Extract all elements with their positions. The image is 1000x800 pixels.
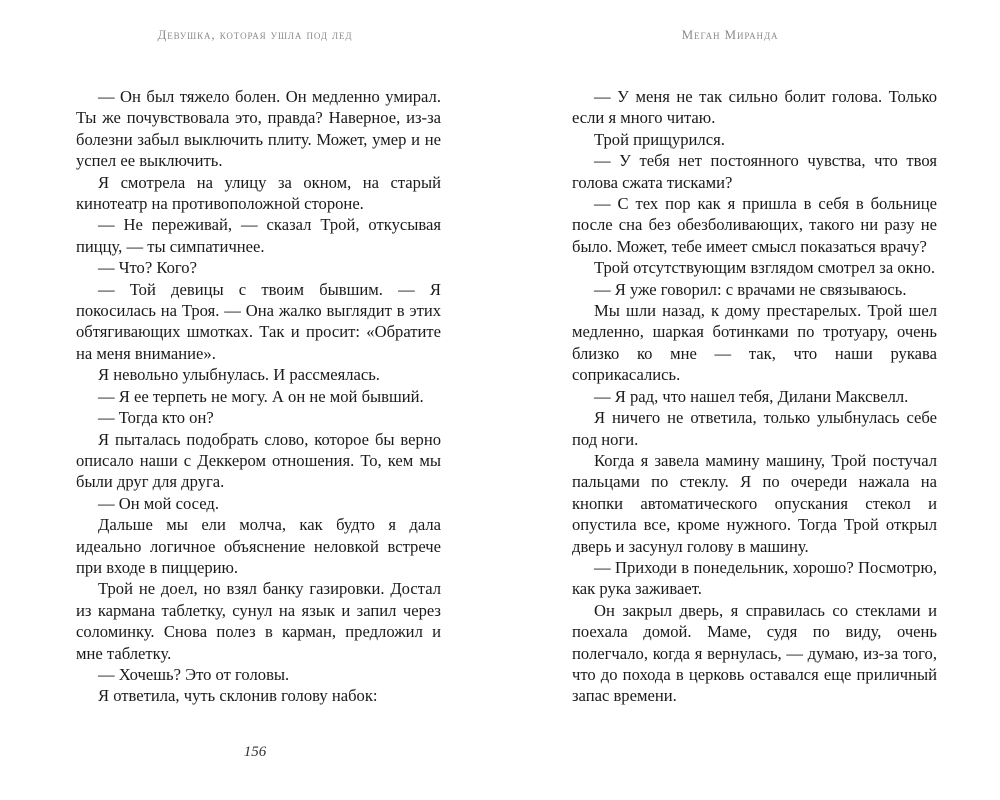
paragraph: Когда я завела мамину машину, Трой постучал пальцами по стеклу. Я по очереди нажала на кнопки автоматического опускания стекол и опустила все, кроме нужного. Тогда Трой открыл дверь и засунул голову в машину. <box>572 450 937 556</box>
paragraph: — Он мой сосед. <box>98 493 219 513</box>
paragraph: — Что? Кого? <box>98 258 197 278</box>
paragraph: — Приходи в понедельник, хорошо? Посмотрю, как рука заживает. <box>572 557 937 599</box>
paragraph: — Я ее терпеть не могу. А он не мой бывший. <box>98 386 424 406</box>
paragraph: Он закрыл дверь, я справилась со стеклами и поехала домой. Маме, судя по виду, очень полегчало, когда я вернулась, — думаю, из-за того, что до похода в церковь оставался еще приличный запас времени. <box>572 600 937 706</box>
paragraph: — Той девицы с твоим бывшим. — Я покосилась на Троя. — Она жалко выглядит в этих обтягивающих шмотках. Так и просит: «Обратите на меня внимание». <box>76 279 441 363</box>
paragraph: — Я уже говорил: с врачами не связываюсь. <box>594 279 907 299</box>
paragraph: Дальше мы ели молча, как будто я дала идеально логичное объяснение неловкой встрече при входе в пиццерию. <box>76 515 441 577</box>
paragraph: Я смотрела на улицу за окном, на старый кинотеатр на противоположной стороне. <box>76 172 441 214</box>
paragraph: — Я рад, что нашел тебя, Дилани Максвелл. <box>594 386 909 406</box>
page-number: 156 <box>243 744 267 760</box>
left-page-text <box>76 86 441 707</box>
right-page <box>500 0 1000 800</box>
paragraph: Я пыталась подобрать слово, которое бы верно описало наши с Деккером отношения. То, кем мы были друг для друга. <box>76 429 441 492</box>
paragraph: Я ничего не ответила, только улыбнулась себе под ноги. <box>572 408 937 449</box>
paragraph: Я ответила, чуть склонив голову набок: <box>98 686 378 706</box>
paragraph: Трой отсутствующим взглядом смотрел за окно. <box>594 258 936 278</box>
paragraph: — Тогда кто он? <box>98 408 214 428</box>
running-head-author: Меган Миранда <box>681 27 779 42</box>
paragraph: — С тех пор как я пришла в себя в больнице после сна без обезболивающих, такого ни разу не было. Может, тебе имеет смысл показаться врачу? <box>572 194 937 256</box>
paragraph: — У меня не так сильно болит голова. Только если я много читаю. <box>572 87 937 128</box>
right-page-text <box>572 86 937 707</box>
paragraph: Трой прищурился. <box>594 129 725 149</box>
paragraph: Мы шли назад, к дому престарелых. Трой шел медленно, шаркая ботинками по тротуару, очень близко ко мне — так, что наши рукава соприкасались. <box>572 301 937 385</box>
paragraph: — У тебя нет постоянного чувства, что твоя голова сжата тисками? <box>572 151 937 192</box>
paragraph: Трой не доел, но взял банку газировки. Достал из кармана таблетку, сунул на язык и запил через соломинку. Снова полез в карман, предложил и мне таблетку. <box>76 579 441 663</box>
paragraph: Я невольно улыбнулась. И рассмеялась. <box>98 365 380 385</box>
paragraph: — Он был тяжело болен. Он медленно умирал. Ты же почувствовала это, правда? Наверное, из-за болезни забыл выключить плиту. Может, умер и не успел ее выключить. <box>76 87 441 171</box>
paragraph: — Хочешь? Это от головы. <box>98 664 290 684</box>
running-head-title: Девушка, которая ушла под лед <box>157 27 353 42</box>
paragraph: — Не переживай, — сказал Трой, откусывая пиццу, — ты симпатичнее. <box>76 215 441 256</box>
